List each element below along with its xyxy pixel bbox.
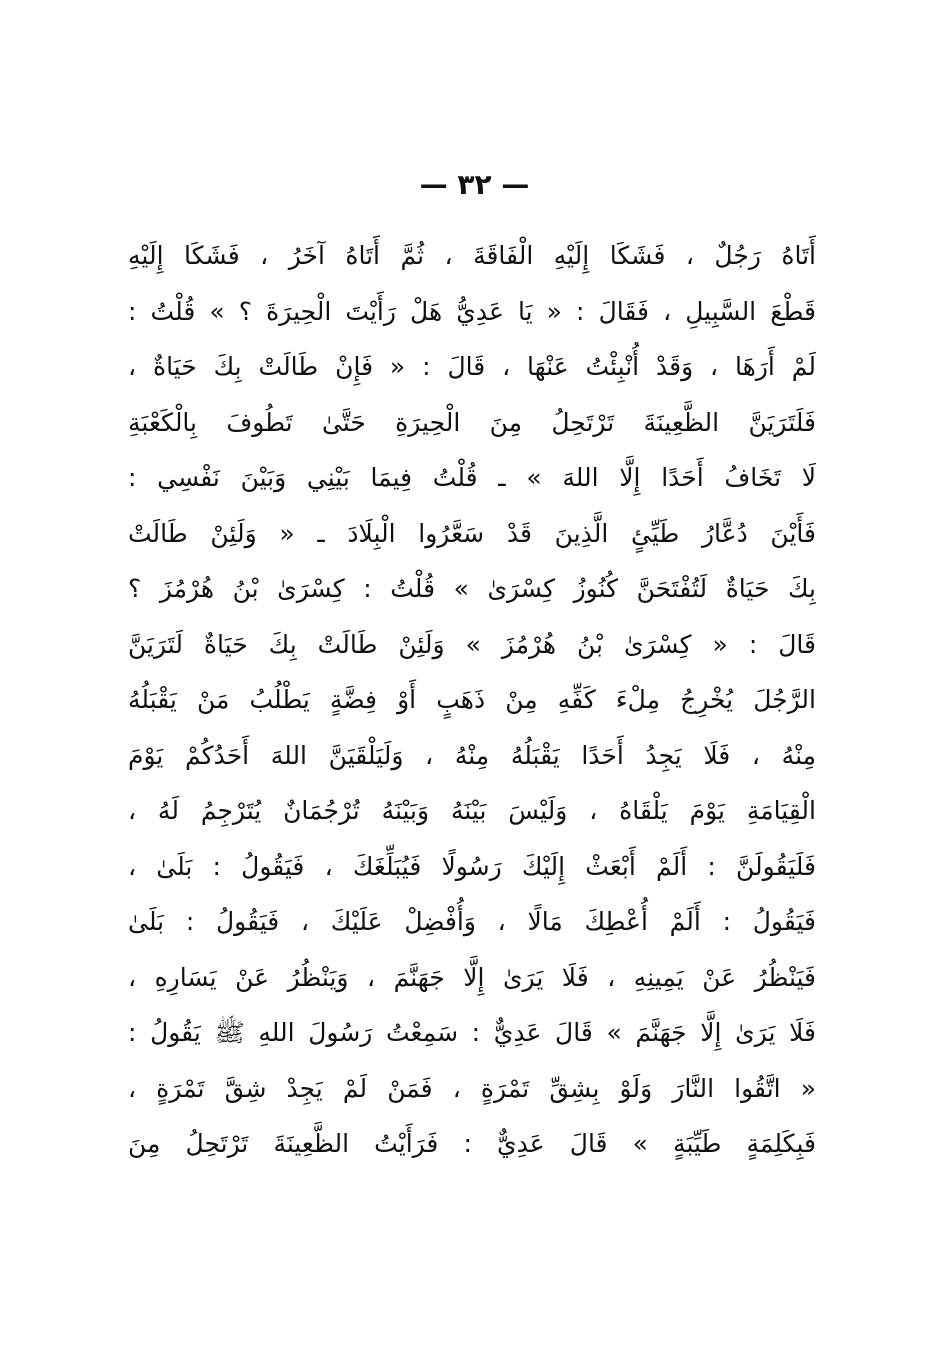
text-line: الْقِيَامَةِ يَوْمَ يَلْقَاهُ ، وَلَيْسَ بَيْنَهُ وَبَيْنَهُ تُرْجُمَانٌ يُتَرْجِمُ لَهُ ، <box>128 796 816 825</box>
text-line: الرَّجُلَ يُخْرِجُ مِلْءَ كَفِّهِ مِنْ ذَهَبٍ أَوْ فِضَّةٍ يَطْلُبُ مَنْ يَقْبَلُهُ <box>128 685 816 714</box>
text-line: لَا تَخَافُ أَحَدًا إِلَّا اللهَ » ـ قُلْتُ فِيمَا بَيْنِي وَبَيْنَ نَفْسِي : <box>128 463 816 492</box>
page-number: — ٣٢ — <box>419 168 530 201</box>
text-line: فَبِكَلِمَةٍ طَيِّبَةٍ » قَالَ عَدِيٌّ : فَرَأَيْتُ الظَّعِينَةَ تَرْتَحِلُ مِنَ <box>128 1129 816 1158</box>
text-line: فَيَنْظُرُ عَنْ يَمِينِهِ ، فَلَا يَرَىٰ إِلَّا جَهَنَّمَ ، وَيَنْظُرُ عَنْ يَسَارِهِ ، <box>128 962 816 992</box>
text-line: فَلَيَقُولَنَّ : أَلَمْ أَبْعَثْ إِلَيْكَ رَسُولًا فَيُبَلِّغَكَ ، فَيَقُولُ : بَلَىٰ ، <box>128 851 816 881</box>
text-line: لَمْ أَرَهَا ، وَقَدْ أُنْبِئْتُ عَنْهَا ، قَالَ : « فَإِنْ طَالَتْ بِكَ حَيَاةٌ ، <box>128 352 816 381</box>
text-line: فَلَا يَرَىٰ إِلَّا جَهَنَّمَ » قَالَ عَدِيٌّ : سَمِعْتُ رَسُولَ اللهِ ﷺ يَقُولُ : <box>128 1018 816 1047</box>
text-line: قَطْعَ السَّبِيلِ ، فَقَالَ : « يَا عَدِيُّ هَلْ رَأَيْتَ الْحِيرَةَ ؟ » قُلْتُ : <box>128 296 816 326</box>
text-line: فَيَقُولُ : أَلَمْ أُعْطِكَ مَالًا ، وَأُفْضِلْ عَلَيْكَ ، فَيَقُولُ : بَلَىٰ <box>128 907 816 936</box>
text-line: مِنْهُ ، فَلَا يَجِدُ أَحَدًا يَقْبَلُهُ مِنْهُ ، وَلَيَلْقَيَنَّ اللهَ أَحَدُكُمْ يَوْمَ <box>128 740 816 770</box>
text-line: قَالَ : « كِسْرَىٰ بْنُ هُرْمُزَ » وَلَئِنْ طَالَتْ بِكَ حَيَاةٌ لَتَرَيَنَّ <box>128 629 816 659</box>
text-line: فَأَيْنَ دُعَّارُ طَيِّئٍ الَّذِينَ قَدْ سَعَّرُوا الْبِلَادَ ـ « وَلَئِنْ طَالَتْ <box>128 518 816 548</box>
text-line: بِكَ حَيَاةٌ لَتُفْتَحَنَّ كُنُوزُ كِسْرَىٰ » قُلْتُ : كِسْرَىٰ بْنُ هُرْمُزَ ؟ <box>128 574 816 603</box>
body-text <box>128 228 816 1172</box>
text-line: أَتَاهُ رَجُلٌ ، فَشَكَا إِلَيْهِ الْفَاقَةَ ، ثُمَّ أَتَاهُ آخَرُ ، فَشَكَا إِلَيْهِ <box>128 241 816 270</box>
text-line: « اتَّقُوا النَّارَ وَلَوْ بِشِقِّ تَمْرَةٍ ، فَمَنْ لَمْ يَجِدْ شِقَّ تَمْرَةٍ ، <box>128 1073 816 1103</box>
text-line: فَلَتَرَيَنَّ الظَّعِينَةَ تَرْتَحِلُ مِنَ الْحِيرَةِ حَتَّىٰ تَطُوفَ بِالْكَعْبَةِ <box>128 407 816 437</box>
